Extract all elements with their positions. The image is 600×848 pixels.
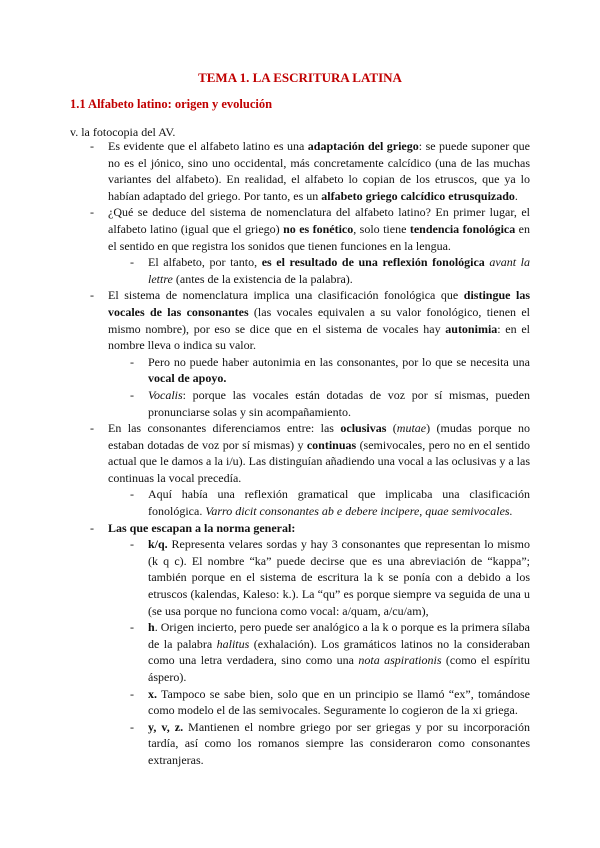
intro-line: v. la fotocopia del AV. (70, 125, 176, 139)
sub-item-x: - x. Tampoco se sabe bien, solo que en un principio se llamó “ex”, tomándose como modelo el de las semivocales. Seguramente lo cogieron de la xi griega. (130, 686, 530, 719)
list-item-classification: - El sistema de nomenclatura implica una clasificación fonológica que distingue las vocales de las consonantes (las vocales equivalen a su valor fonológico, tienen el mismo nombre), por eso se dice que en el sistema de vocales hay autonimia: en el nombre lleva o indica su valor. - Pero no puede haber autonimia en las consonantes, por lo que se necesita una vocal de apoyo. - Vocalis: porque las vocales están dotadas de voz por sí mismas, pueden pronunciarse solas y sin acompañamiento. (88, 287, 530, 420)
exceptions-label: Las que escapan a la norma general: (108, 520, 296, 535)
section-heading: 1.1 Alfabeto latino: origen y evolución (70, 97, 273, 111)
sub-item-yvz: - y, v, z. Mantienen el nombre griego por ser griegas y por su incorporación tardía, así como los romanos siempre las consideraron como consonantes extranjeras. (130, 719, 530, 769)
sub-item-h: - h. Origen incierto, pero puede ser analógico a la k o porque es la primera sílaba de la palabra halitus (exhalación). Los gramáticos latinos no la consideraban como una letra verdadera, sino como una nota aspirationis (como el espíritu áspero). (130, 619, 530, 685)
sub-item-vocalis: - Vocalis: porque las vocales están dotadas de voz por sí mismas, pueden pronunciarse solas y sin acompañamiento. (130, 387, 530, 420)
sub-item-reflection: - El alfabeto, por tanto, es el resultado de una reflexión fonológica avant la lettre (antes de la existencia de la palabra). (130, 254, 530, 287)
list-item-adaptation: - Es evidente que el alfabeto latino es una adaptación del griego: se puede suponer que no es el jónico, sino uno occidental, más concretamente calcídico (una de las muchas variantes del alfabeto). En realidad, el alfabeto lo copian de los etruscos, que ya lo habían adaptado del griego. Por tanto, es un alfabeto griego calcídico etrusquizado. (88, 138, 530, 204)
page-title: TEMA 1. LA ESCRITURA LATINA (198, 70, 402, 85)
list-item-exceptions (88, 520, 530, 769)
main-list (88, 138, 530, 769)
list-item-consonants: - En las consonantes diferenciamos entre: las oclusivas (mutae) (mudas porque no estaban dotadas de voz por sí mismas) y continuas (semivocales, pero no en el sentido actual que le damos a la i/u). Las distinguían añadiendo una vocal a las oclusivas y a las continuas la vocal precedía. - Aquí había una reflexión gramatical que implicaba una clasificación fonológica. Varro dicit consonantes ab e debere incipere, quae semivocales. (88, 420, 530, 520)
sub-item-varro: - Aquí había una reflexión gramatical que implicaba una clasificación fonológica. Varro dicit consonantes ab e debere incipere, quae semivocales. (130, 486, 530, 519)
sub-list (108, 536, 530, 768)
sub-item-kq: - k/q. Representa velares sordas y hay 3 consonantes que representan lo mismo (k q c). El nombre “ka” puede decirse que es una abreviación de “kappa”; también porque en el sistema de escritura la k se ponía con a debido a los etruscos (kalendas, Kaleso: k.). La “qu” es porque siempre va seguida de una u (se usa porque no funciona como vocal: a/quam, a/cu/am), (130, 536, 530, 619)
sub-list (108, 254, 530, 287)
sub-item-support-vowel: - Pero no puede haber autonimia en las consonantes, por lo que se necesita una vocal de apoyo. (130, 354, 530, 387)
sub-list (108, 354, 530, 420)
list-item-nomenclature: - ¿Qué se deduce del sistema de nomenclatura del alfabeto latino? En primer lugar, el alfabeto latino (igual que el griego) no es fonético, solo tiene tendencia fonológica en el sentido en que registra los sonidos que tienen funciones en la lengua. - El alfabeto, por tanto, es el resultado de una reflexión fonológica avant la lettre (antes de la existencia de la palabra). (88, 204, 530, 287)
sub-list (108, 486, 530, 519)
